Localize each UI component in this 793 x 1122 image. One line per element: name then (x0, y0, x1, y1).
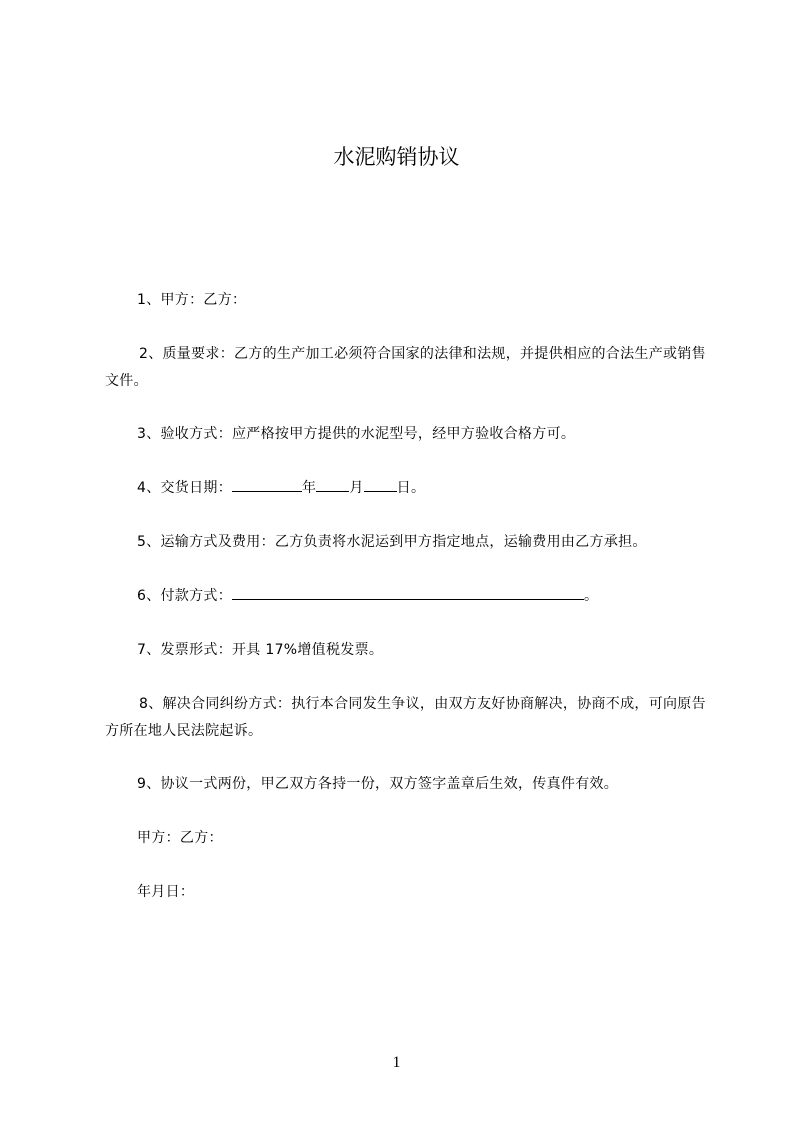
clause-7: 7、发票形式：开具 17%增值税发票。 (137, 642, 384, 658)
signature-date: 年月日： (137, 884, 195, 900)
clause-4 (105, 475, 715, 502)
clause-9: 9、协议一式两份，甲乙双方各持一份，双方签字盖章后生效，传真件有效。 (137, 776, 619, 792)
month-blank (316, 477, 349, 492)
page-number: 1 (392, 1054, 401, 1071)
clause-4-month: 月 (349, 480, 364, 496)
clause-6-end: 。 (584, 588, 599, 604)
payment-blank (232, 585, 584, 600)
clause-6-label: 6、付款方式： (137, 588, 233, 604)
year-blank (232, 477, 302, 492)
clause-4-label: 4、交货日期： (137, 480, 233, 496)
clause-8: 8、解决合同纠纷方式：执行本合同发生争议，由双方友好协商解决，协商不成，可向原告方所在地人民法院起诉。 (105, 696, 706, 739)
clause-6 (105, 583, 715, 610)
document-title: 水泥购销协议 (333, 145, 460, 169)
clause-5: 5、运输方式及费用：乙方负责将水泥运到甲方指定地点，运输费用由乙方承担。 (137, 534, 647, 550)
clause-4-year: 年 (302, 480, 317, 496)
day-blank (364, 477, 397, 492)
signature-parties: 甲方：乙方： (137, 830, 223, 846)
clause-1: 1、甲方：乙方： (137, 292, 247, 308)
clause-2: 2、质量要求：乙方的生产加工必须符合国家的法律和法规，并提供相应的合法生产或销售文件。 (105, 346, 706, 389)
clause-4-day: 日。 (396, 480, 426, 496)
clause-3: 3、验收方式：应严格按甲方提供的水泥型号，经甲方验收合格方可。 (137, 426, 576, 442)
